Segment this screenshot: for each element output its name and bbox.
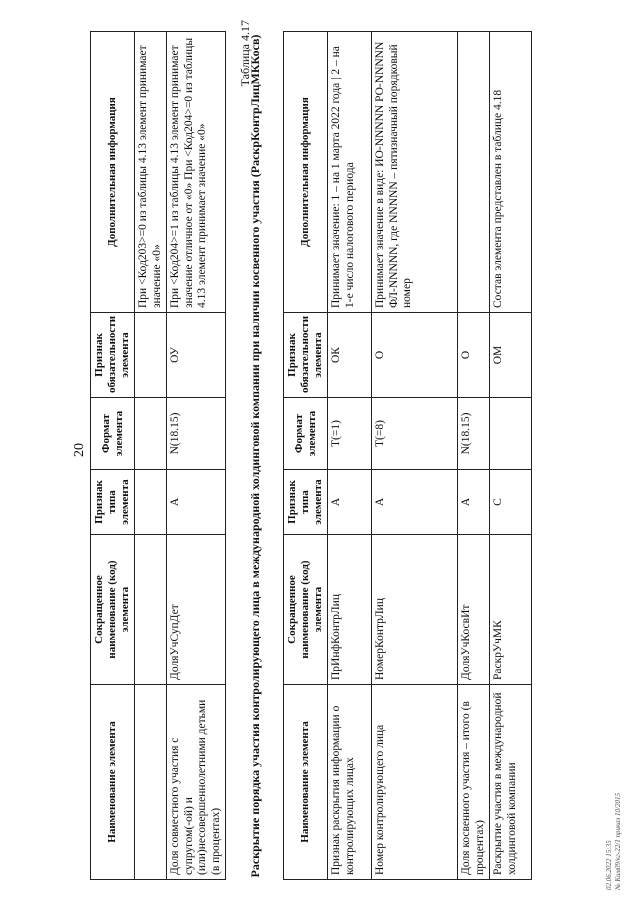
cell-format: T(=8)	[372, 398, 458, 470]
cell-format	[135, 398, 167, 470]
header-code: Сокращенное наименование (код) элемента	[91, 535, 135, 685]
header-name: Наименование элемента	[91, 685, 135, 880]
cell-code	[135, 535, 167, 685]
cell-info: Принимает значение: 1 – на 1 марта 2022 года | 2 – на 1-е число налогового периода	[328, 32, 372, 313]
cell-required	[135, 313, 167, 398]
cell-code: ДоляУчКосвИт	[458, 535, 490, 685]
cell-info: Состав элемента представлен в таблице 4.18	[490, 32, 532, 313]
table-title: Раскрытие порядка участия контролирующего лица в международной холдинговой компании при наличии косвенного участия (РаскрКонтрЛицМККосв)	[248, 34, 262, 878]
header-format: Формат элемента	[91, 398, 135, 470]
cell-info: При <Код203>=0 из таблицы 4.13 элемент принимает значение «0»	[135, 32, 167, 313]
table-header-row	[284, 32, 328, 880]
cell-required: ОМ	[490, 313, 532, 398]
cell-required: О	[458, 313, 490, 398]
cell-type: С	[490, 470, 532, 535]
cell-code: НомерКонтрЛиц	[372, 535, 458, 685]
cell-required: ОК	[328, 313, 372, 398]
page-number: 20	[72, 443, 87, 457]
table-row	[490, 32, 532, 880]
table-417	[283, 31, 532, 880]
cell-required: О	[372, 313, 458, 398]
header-info: Дополнительная информация	[91, 32, 135, 313]
cell-name: Доля совместного участия с супругом(-ой) и (или)несовершеннолетними детьми (в процентах)	[167, 685, 226, 880]
stamp-line-2: № Ким09/кг-22/1 приказ 10/2015	[614, 793, 622, 890]
cell-required: ОУ	[167, 313, 226, 398]
cell-name: Раскрытие участия в международной холдинговой компании	[490, 685, 532, 880]
table-label: Таблица 4.17	[238, 20, 252, 87]
cell-type: А	[372, 470, 458, 535]
table-header-row	[91, 32, 135, 880]
header-name: Наименование элемента	[284, 685, 328, 880]
cell-format	[490, 398, 532, 470]
table-row	[372, 32, 458, 880]
registration-stamp	[605, 690, 623, 890]
cell-name: Номер контролирующего лица	[372, 685, 458, 880]
header-required: Признак обязательности элемента	[284, 313, 328, 398]
header-type: Признак типа элемента	[91, 470, 135, 535]
cell-name	[135, 685, 167, 880]
table-417-wrapper	[283, 32, 532, 880]
table-row	[458, 32, 490, 880]
cell-name: Признак раскрытия информации о контролирующих лицах	[328, 685, 372, 880]
table-continuation-wrapper	[90, 32, 226, 880]
cell-format: T(=1)	[328, 398, 372, 470]
header-format: Формат элемента	[284, 398, 328, 470]
cell-info: Принимает значение в виде: ИО-NNNNN РО-NNNNN ФЛ-NNNNN, где NNNNN – пятизначный порядковый номер	[372, 32, 458, 313]
cell-code: ДоляУчСупДет	[167, 535, 226, 685]
cell-info: При <Код204>=1 из таблицы 4.13 элемент принимает значение отличное от «0» При <Код204>=0 из таблицы 4.13 элемент принимает значение «0»	[167, 32, 226, 313]
header-info: Дополнительная информация	[284, 32, 328, 313]
header-code: Сокращенное наименование (код) элемента	[284, 535, 328, 685]
header-required: Признак обязательности элемента	[91, 313, 135, 398]
cell-code: РаскрУчМК	[490, 535, 532, 685]
table-row	[167, 32, 226, 880]
cell-type: А	[328, 470, 372, 535]
stamp-line-1: 02.06.2022 15:35	[605, 840, 613, 890]
cell-name: Доля косвенного участия – итого (в процентах)	[458, 685, 490, 880]
header-type: Признак типа элемента	[284, 470, 328, 535]
table-continuation	[90, 31, 226, 880]
cell-format: N(18.15)	[167, 398, 226, 470]
cell-format: N(18.15)	[458, 398, 490, 470]
cell-type: А	[458, 470, 490, 535]
table-row	[328, 32, 372, 880]
cell-type	[135, 470, 167, 535]
table-row	[135, 32, 167, 880]
cell-type: А	[167, 470, 226, 535]
cell-code: ПрИнфКонтрЛиц	[328, 535, 372, 685]
cell-info	[458, 32, 490, 313]
